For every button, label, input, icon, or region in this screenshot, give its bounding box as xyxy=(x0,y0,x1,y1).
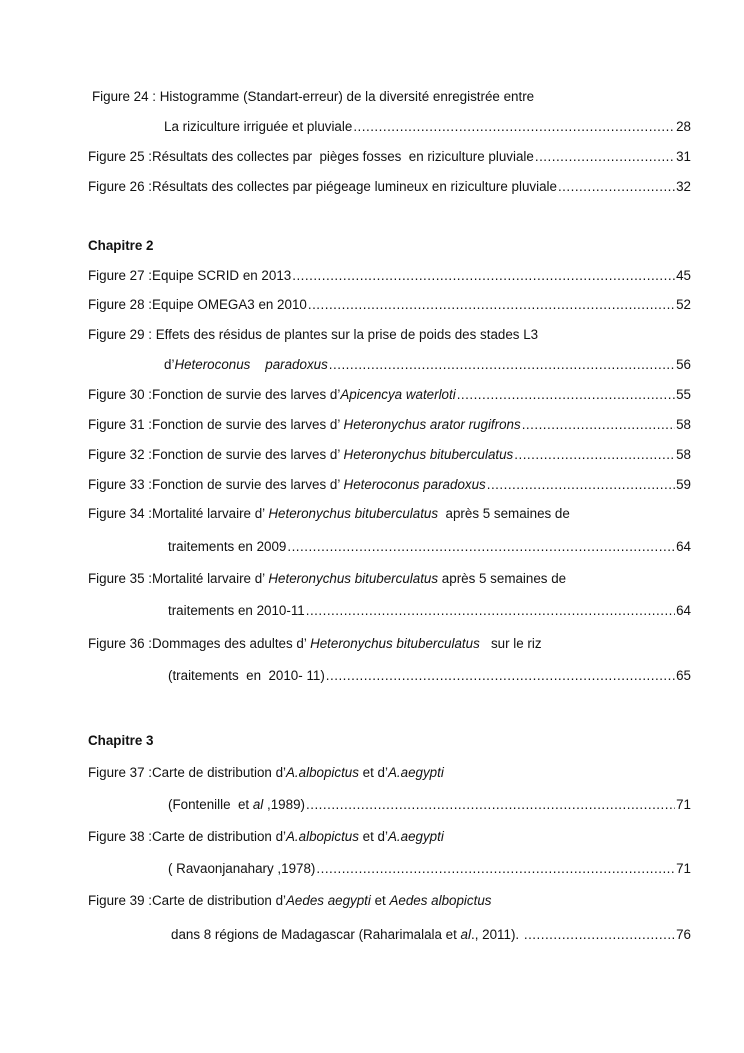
species-name: Heteronychus arator rugifrons xyxy=(343,417,521,432)
dot-leader xyxy=(514,445,675,465)
figure-title-cont: d’ xyxy=(164,357,175,372)
species-name: Heteroconus paradoxus xyxy=(174,357,328,372)
page-number: 52 xyxy=(676,297,691,312)
figure-title: Fonction de survie des larves d’ xyxy=(152,477,344,492)
figure-label: Figure 37 : xyxy=(88,765,153,780)
figure-title-cont: dans 8 régions de Madagascar (Raharimalala et xyxy=(171,927,461,942)
figure-title: Mortalité larvaire d’ xyxy=(152,571,269,586)
chapter-heading-3: Chapitre 3 xyxy=(88,733,154,748)
figure-title-suffix: sur le riz xyxy=(479,636,542,651)
dot-leader xyxy=(329,355,675,375)
figure-title: Mortalité larvaire d’ xyxy=(152,506,269,521)
toc-entry-figure-35 xyxy=(88,569,691,589)
species-name: Aedes aegypti xyxy=(286,893,371,908)
dot-leader xyxy=(306,601,675,621)
figure-label: Figure 26 : xyxy=(88,179,153,194)
page-number: 56 xyxy=(676,357,691,372)
figure-title: Histogramme (Standart-erreur) de la diversité enregistrée entre xyxy=(159,89,535,104)
figure-title-cont: traitements en 2009 xyxy=(168,539,287,554)
figure-label: Figure 35 : xyxy=(88,571,153,586)
page-number: 32 xyxy=(676,179,691,194)
figure-label: Figure 27 : xyxy=(88,268,153,283)
figure-label: Figure 38 : xyxy=(88,829,153,844)
dot-leader xyxy=(524,925,675,945)
species-name: Aedes albopictus xyxy=(389,893,492,908)
dot-leader xyxy=(558,177,675,197)
dot-leader xyxy=(535,147,675,167)
page-number: 64 xyxy=(676,603,691,618)
page-number: 31 xyxy=(676,149,691,164)
toc-entry-figure-34-cont xyxy=(168,537,691,557)
page-number: 55 xyxy=(676,387,691,402)
citation-year: ., 2011). xyxy=(470,927,523,942)
citation-al: al xyxy=(252,797,264,812)
figure-label: Figure 31 : xyxy=(88,417,153,432)
figure-title-mid: et xyxy=(370,893,390,908)
dot-leader xyxy=(306,795,675,815)
species-name: Heteronychus bituberculatus xyxy=(343,447,514,462)
species-name: A.albopictus xyxy=(286,765,359,780)
figure-title: Dommages des adultes d’ xyxy=(152,636,311,651)
toc-entry-figure-39 xyxy=(88,891,691,911)
toc-entry-figure-33 xyxy=(88,475,691,495)
toc-entry-figure-30 xyxy=(88,385,691,405)
toc-entry-figure-35-cont xyxy=(168,601,691,621)
figure-label: Figure 30 : xyxy=(88,387,153,402)
figure-title-cont: (traitements en 2010- 11) xyxy=(168,668,325,683)
figure-title: Equipe SCRID en 2013 xyxy=(152,268,292,283)
figure-label: Figure 39 : xyxy=(88,893,153,908)
toc-entry-figure-24-cont xyxy=(164,117,691,137)
figure-title-suffix: après 5 semaines de xyxy=(438,506,570,521)
dot-leader xyxy=(522,415,675,435)
citation: ( Ravaonjanahary ,1978) xyxy=(168,861,316,876)
figure-title-cont: La riziculture irriguée et pluviale xyxy=(164,119,353,134)
figure-title: Résultats des collectes par piégeage lumineux en riziculture pluviale xyxy=(152,179,557,194)
toc-entry-figure-24 xyxy=(92,87,695,107)
toc-entry-figure-29 xyxy=(88,325,691,345)
dot-leader xyxy=(353,117,675,137)
figure-label: Figure 34 : xyxy=(88,506,153,521)
figure-label: Figure 25 : xyxy=(88,149,153,164)
figure-title-mid: et d’ xyxy=(358,765,388,780)
toc-entry-figure-29-cont xyxy=(164,355,691,375)
figure-label: Figure 24 : xyxy=(92,89,157,104)
species-name: A.aegypti xyxy=(387,829,444,844)
figure-title: Résultats des collectes par pièges fosses en riziculture pluviale xyxy=(152,149,534,164)
toc-entry-figure-38-cont xyxy=(168,859,691,879)
figure-title-suffix: après 5 semaines de xyxy=(438,571,567,586)
figure-label: Figure 36 : xyxy=(88,636,153,651)
species-name: Heteronychus bituberculatus xyxy=(310,636,480,651)
page-number: 65 xyxy=(676,668,691,683)
toc-entry-figure-31 xyxy=(88,415,691,435)
dot-leader xyxy=(292,266,675,286)
dot-leader xyxy=(308,295,675,315)
toc-entry-figure-34 xyxy=(88,504,691,524)
figure-label: Figure 28 : xyxy=(88,297,153,312)
toc-entry-figure-25 xyxy=(88,147,691,167)
page-number: 64 xyxy=(676,539,691,554)
figure-label: Figure 32 : xyxy=(88,447,153,462)
dot-leader xyxy=(457,385,675,405)
toc-entry-figure-37-cont xyxy=(168,795,691,815)
toc-entry-figure-38 xyxy=(88,827,691,847)
toc-entry-figure-27 xyxy=(88,266,691,286)
species-name: Heteronychus bituberculatus xyxy=(268,571,439,586)
figure-title-cont: traitements en 2010-11 xyxy=(168,603,305,618)
page-number: 71 xyxy=(676,797,691,812)
toc-entry-figure-36 xyxy=(88,634,691,654)
toc-entry-figure-36-cont xyxy=(168,666,691,686)
figure-title: Equipe OMEGA3 en 2010 xyxy=(152,297,307,312)
page-number: 58 xyxy=(676,447,691,462)
figure-title: Fonction de survie des larves d’ xyxy=(152,387,341,402)
page-number: 58 xyxy=(676,417,691,432)
citation: (Fontenille et xyxy=(168,797,253,812)
toc-entry-figure-32 xyxy=(88,445,691,465)
toc-entry-figure-28 xyxy=(88,295,691,315)
figure-label: Figure 29 : xyxy=(88,327,153,342)
figure-title: Carte de distribution d’ xyxy=(152,829,286,844)
figure-title: Fonction de survie des larves d’ xyxy=(152,447,344,462)
page-number: 28 xyxy=(676,119,691,134)
dot-leader xyxy=(487,475,675,495)
chapter-heading-2: Chapitre 2 xyxy=(88,238,154,253)
toc-entry-figure-39-cont xyxy=(171,925,691,945)
page-number: 76 xyxy=(676,927,691,942)
page-number: 45 xyxy=(676,268,691,283)
toc-entry-figure-26 xyxy=(88,177,691,197)
figure-title: Carte de distribution d’ xyxy=(152,893,286,908)
dot-leader xyxy=(326,666,675,686)
species-name: Apicencya waterloti xyxy=(340,387,456,402)
species-name: A.albopictus xyxy=(286,829,359,844)
figure-title: Effets des résidus de plantes sur la prise de poids des stades L3 xyxy=(155,327,539,342)
citation-year: ,1989) xyxy=(263,797,305,812)
figure-label: Figure 33 : xyxy=(88,477,153,492)
species-name: A.aegypti xyxy=(387,765,444,780)
species-name: Heteroconus paradoxus xyxy=(343,477,486,492)
figure-title-mid: et d’ xyxy=(358,829,388,844)
dot-leader xyxy=(287,537,675,557)
figure-title: Carte de distribution d’ xyxy=(152,765,286,780)
figure-title: Fonction de survie des larves d’ xyxy=(152,417,344,432)
toc-entry-figure-37 xyxy=(88,763,691,783)
page-number: 59 xyxy=(676,477,691,492)
page-number: 71 xyxy=(676,861,691,876)
citation-al: al xyxy=(460,927,471,942)
species-name: Heteronychus bituberculatus xyxy=(268,506,439,521)
dot-leader xyxy=(316,859,675,879)
